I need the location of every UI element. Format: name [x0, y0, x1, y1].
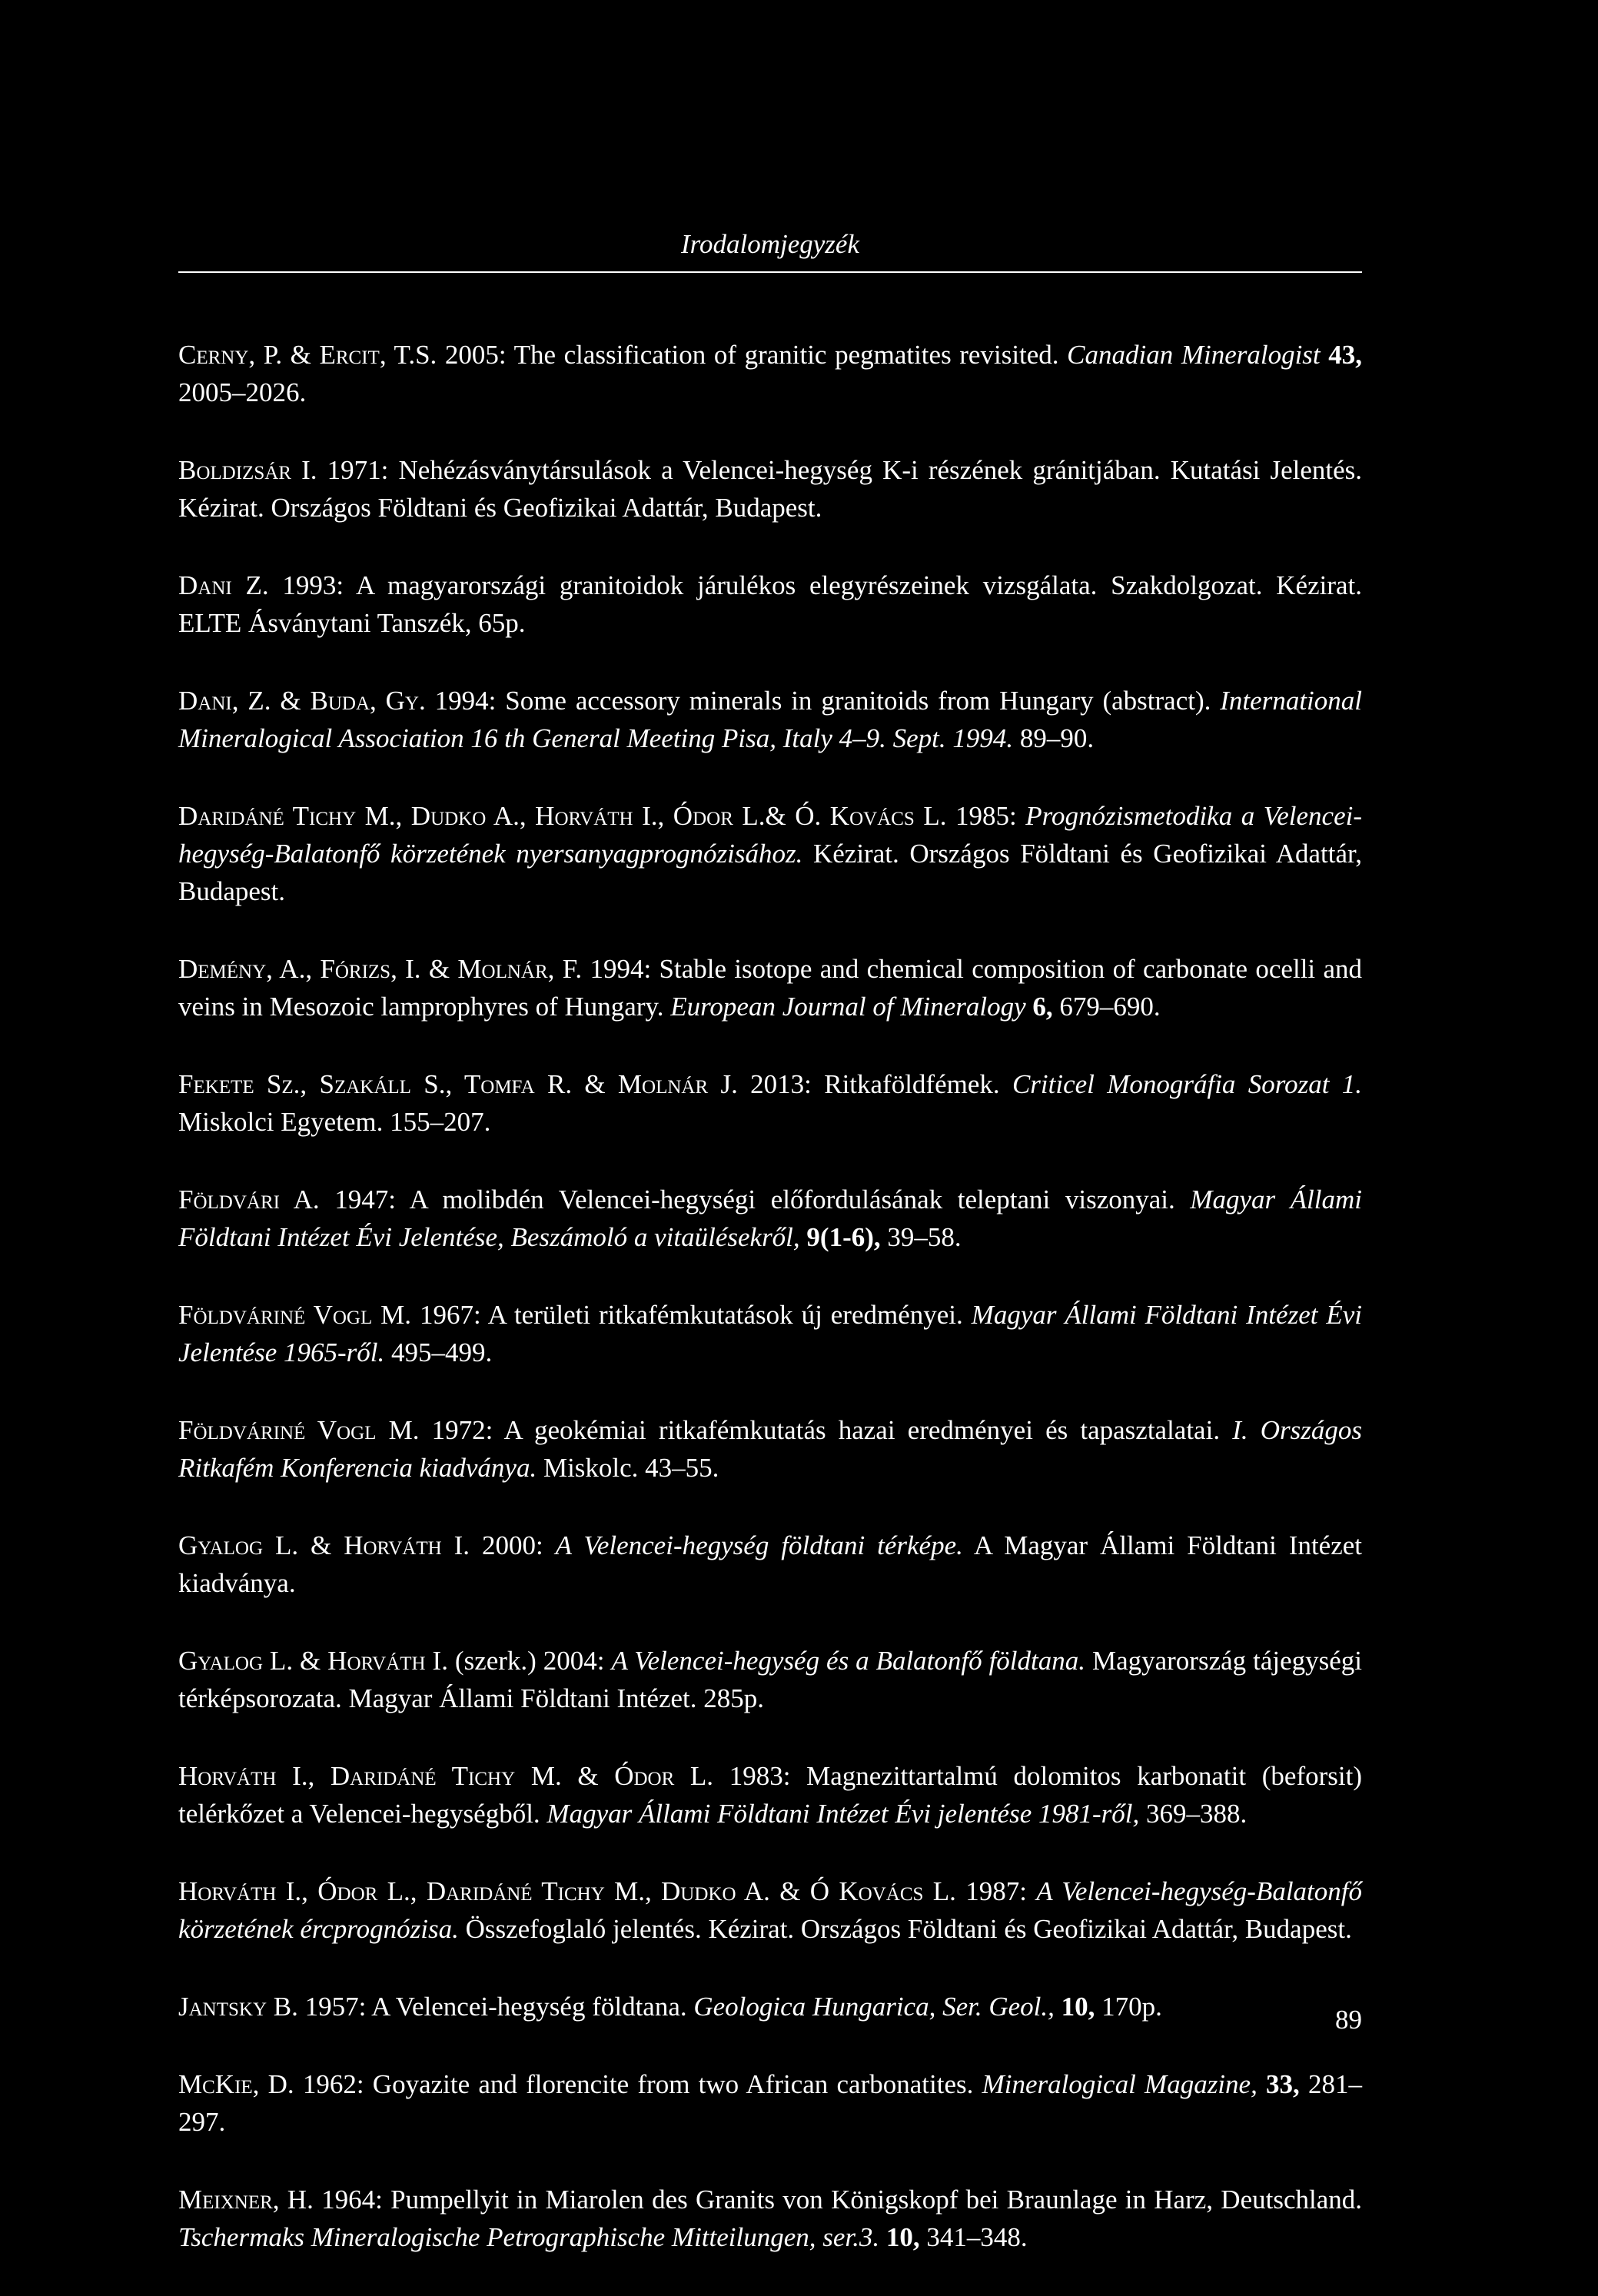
reference-source: I. Országos Ritkafém Konferencia kiadványa. — [178, 1415, 1363, 1483]
reference-authors: Dani Z. — [178, 570, 269, 600]
reference-spacer — [1055, 1992, 1061, 2022]
reference-volume: 10, — [885, 2222, 920, 2252]
reference-source: Prognózismetodika a Velencei-hegység-Balatonfő körzetének nyersanyagprognózisához. — [178, 801, 1362, 869]
reference-authors: Fekete Sz., Szakáll S., Tomfa R. & Molnár J. — [178, 1069, 738, 1099]
reference-source: A Velencei-hegység földtani térképe. — [555, 1530, 963, 1560]
reference-authors: Boldizsár I. — [178, 455, 317, 485]
reference-entry — [178, 950, 1362, 1025]
reference-entry — [178, 2181, 1362, 2256]
reference-entry — [178, 1988, 1362, 2025]
reference-year-title: 1994: Some accessory minerals in granitoids from Hungary (abstract). — [425, 686, 1221, 716]
reference-year-title: 2000: — [470, 1530, 556, 1560]
reference-authors: Gyalog L. & Horváth I. — [178, 1530, 470, 1560]
reference-year-title: 1994: Stable isotope and chemical composition of carbonate ocelli and veins in Mesozoic lamprophyres of Hungary. — [178, 954, 1362, 1022]
reference-list — [178, 336, 1362, 2296]
reference-year-title: 1962: Goyazite and florencite from two African carbonatites. — [294, 2069, 982, 2099]
reference-spacer — [1257, 2069, 1266, 2099]
reference-volume: 33, — [1266, 2069, 1300, 2099]
reference-tail: Miskolci Egyetem. 155–207. — [178, 1107, 491, 1137]
reference-tail: Miskolc. 43–55. — [537, 1453, 719, 1483]
reference-year-title: 1947: A molibdén Velencei-hegységi előfordulásának teleptani viszonyai. — [319, 1185, 1191, 1214]
reference-source: European Journal of Mineralogy — [670, 992, 1026, 1022]
reference-source: Magyar Állami Földtani Intézet Évi Jelentése 1965-ről. — [178, 1300, 1363, 1367]
reference-authors: Daridáné Tichy M., Dudko A., Horváth I., Ódor L.& Ó. Kovács L. — [178, 801, 947, 831]
reference-entry — [178, 567, 1362, 642]
reference-year-title: 1993: A magyarországi granitoidok járulékos elegyrészeinek vizsgálata. Szakdolgozat. Kézirat. ELTE Ásványtani Tanszék, 65p. — [178, 570, 1362, 638]
reference-tail: Összefoglaló jelentés. Kézirat. Országos Földtani és Geofizikai Adattár, Budapest. — [458, 1914, 1352, 1944]
reference-authors: Gyalog L. & Horváth I. — [178, 1646, 448, 1676]
reference-authors: Földvári A. — [178, 1185, 320, 1214]
reference-entry — [178, 1411, 1362, 1487]
reference-year-title: (szerk.) 2004: — [447, 1646, 612, 1676]
page-header — [178, 228, 1362, 261]
reference-tail: 369–388. — [1139, 1799, 1248, 1829]
reference-tail: 495–499. — [384, 1337, 493, 1367]
reference-year-title: 1957: A Velencei-hegység földtana. — [297, 1992, 694, 2022]
reference-authors: Dani, Z. & Buda, Gy. — [178, 686, 426, 716]
reference-authors: Földváriné Vogl M. — [178, 1300, 412, 1330]
reference-spacer — [1321, 340, 1329, 370]
reference-source: International Mineralogical Association 16 th General Meeting Pisa, Italy 4–9. Sept. 1994. — [178, 686, 1362, 753]
reference-entry — [178, 1757, 1362, 1832]
reference-source: Mineralogical Magazine, — [982, 2069, 1257, 2099]
reference-entry — [178, 1181, 1362, 1256]
reference-tail: Kézirat. Országos Földtani és Geofizikai Adattár, Budapest. — [178, 839, 1362, 906]
reference-tail: 39–58. — [880, 1222, 962, 1252]
reference-tail: 281–297. — [178, 2069, 1363, 2137]
reference-year-title: 1971: Nehézásványtársulások a Velencei-hegység K-i részének gránitjában. Kutatási Jelentés. Kézirat. Országos Földtani és Geofizikai Adattár, Budapest. — [178, 455, 1363, 523]
reference-entry — [178, 1065, 1362, 1141]
reference-entry — [178, 1296, 1362, 1371]
header-rule — [178, 271, 1362, 273]
reference-tail: 679–690. — [1052, 992, 1161, 1022]
reference-year-title: 1972: A geokémiai ritkafémkutatás hazai eredményei és tapasztalatai. — [419, 1415, 1233, 1445]
reference-entry — [178, 682, 1362, 757]
reference-authors: Cerny, P. & Ercit, T.S. — [178, 340, 437, 370]
page-header-title: Irodalomjegyzék — [681, 229, 859, 259]
reference-entry — [178, 1872, 1362, 1948]
reference-year-title: 1987: — [955, 1876, 1037, 1906]
reference-tail: 170p. — [1095, 1992, 1162, 2022]
reference-authors: Demény, A., Fórizs, I. & Molnár, F. — [178, 954, 583, 984]
reference-volume: 6, — [1032, 992, 1053, 1022]
reference-source: Canadian Mineralogist — [1067, 340, 1321, 370]
reference-year-title: 1985: — [946, 801, 1026, 831]
reference-source: Geologica Hungarica, Ser. Geol., — [693, 1992, 1055, 2022]
reference-entry — [178, 2065, 1362, 2141]
reference-spacer — [879, 2222, 886, 2252]
reference-entry — [178, 1527, 1362, 1602]
reference-entry — [178, 797, 1362, 910]
page-number: 89 — [1335, 2005, 1362, 2035]
reference-volume: 10, — [1061, 1992, 1095, 2022]
reference-year-title: 2013: Ritkaföldfémek. — [737, 1069, 1012, 1099]
reference-tail: A Magyar Állami Földtani Intézet kiadványa. — [178, 1530, 1362, 1598]
reference-year-title: 1983: Magnezittartalmú dolomitos karbonatit (beforsit) telérkőzet a Velencei-hegységből. — [178, 1761, 1362, 1829]
reference-authors: McKie, D. — [178, 2069, 294, 2099]
reference-entry — [178, 451, 1362, 527]
reference-source: A Velencei-hegység és a Balatonfő földtana. — [611, 1646, 1086, 1676]
reference-source: Tschermaks Mineralogische Petrographische Mitteilungen, ser.3. — [178, 2222, 880, 2252]
reference-year-title: 1964: Pumpellyit in Miarolen des Granits von Königskopf bei Braunlage in Harz, Deutschland. — [313, 2185, 1363, 2215]
reference-year-title: 2005: The classification of granitic pegmatites revisited. — [437, 340, 1068, 370]
reference-source: Criticel Monográfia Sorozat 1. — [1012, 1069, 1362, 1099]
reference-authors: Jantsky B. — [178, 1992, 298, 2022]
reference-source: Magyar Állami Földtani Intézet Évi jelentése 1981-ről, — [547, 1799, 1140, 1829]
reference-entry — [178, 336, 1362, 411]
reference-source: Magyar Állami Földtani Intézet Évi Jelentése, Beszámoló a vitaülésekről, — [178, 1185, 1362, 1252]
reference-tail: 2005–2026. — [178, 377, 307, 407]
reference-authors: Meixner, H. — [178, 2185, 314, 2215]
reference-tail: Magyarország tájegységi térképsorozata. Magyar Állami Földtani Intézet. 285p. — [178, 1646, 1362, 1713]
reference-tail: 341–348. — [919, 2222, 1028, 2252]
reference-entry — [178, 1642, 1362, 1717]
reference-source: A Velencei-hegység-Balatonfő körzetének ércprognózisa. — [178, 1876, 1362, 1944]
reference-volume: 9(1-6), — [806, 1222, 881, 1252]
reference-authors: Horváth I., Daridáné Tichy M. & Ódor L. — [178, 1761, 714, 1791]
reference-year-title: 1967: A területi ritkafémkutatások új eredményei. — [411, 1300, 972, 1330]
reference-authors: Földváriné Vogl M. — [178, 1415, 420, 1445]
reference-volume: 43, — [1328, 340, 1363, 370]
reference-authors: Horváth I., Ódor L., Daridáné Tichy M., Dudko A. & Ó Kovács L. — [178, 1876, 956, 1906]
reference-tail: 89–90. — [1013, 723, 1095, 753]
